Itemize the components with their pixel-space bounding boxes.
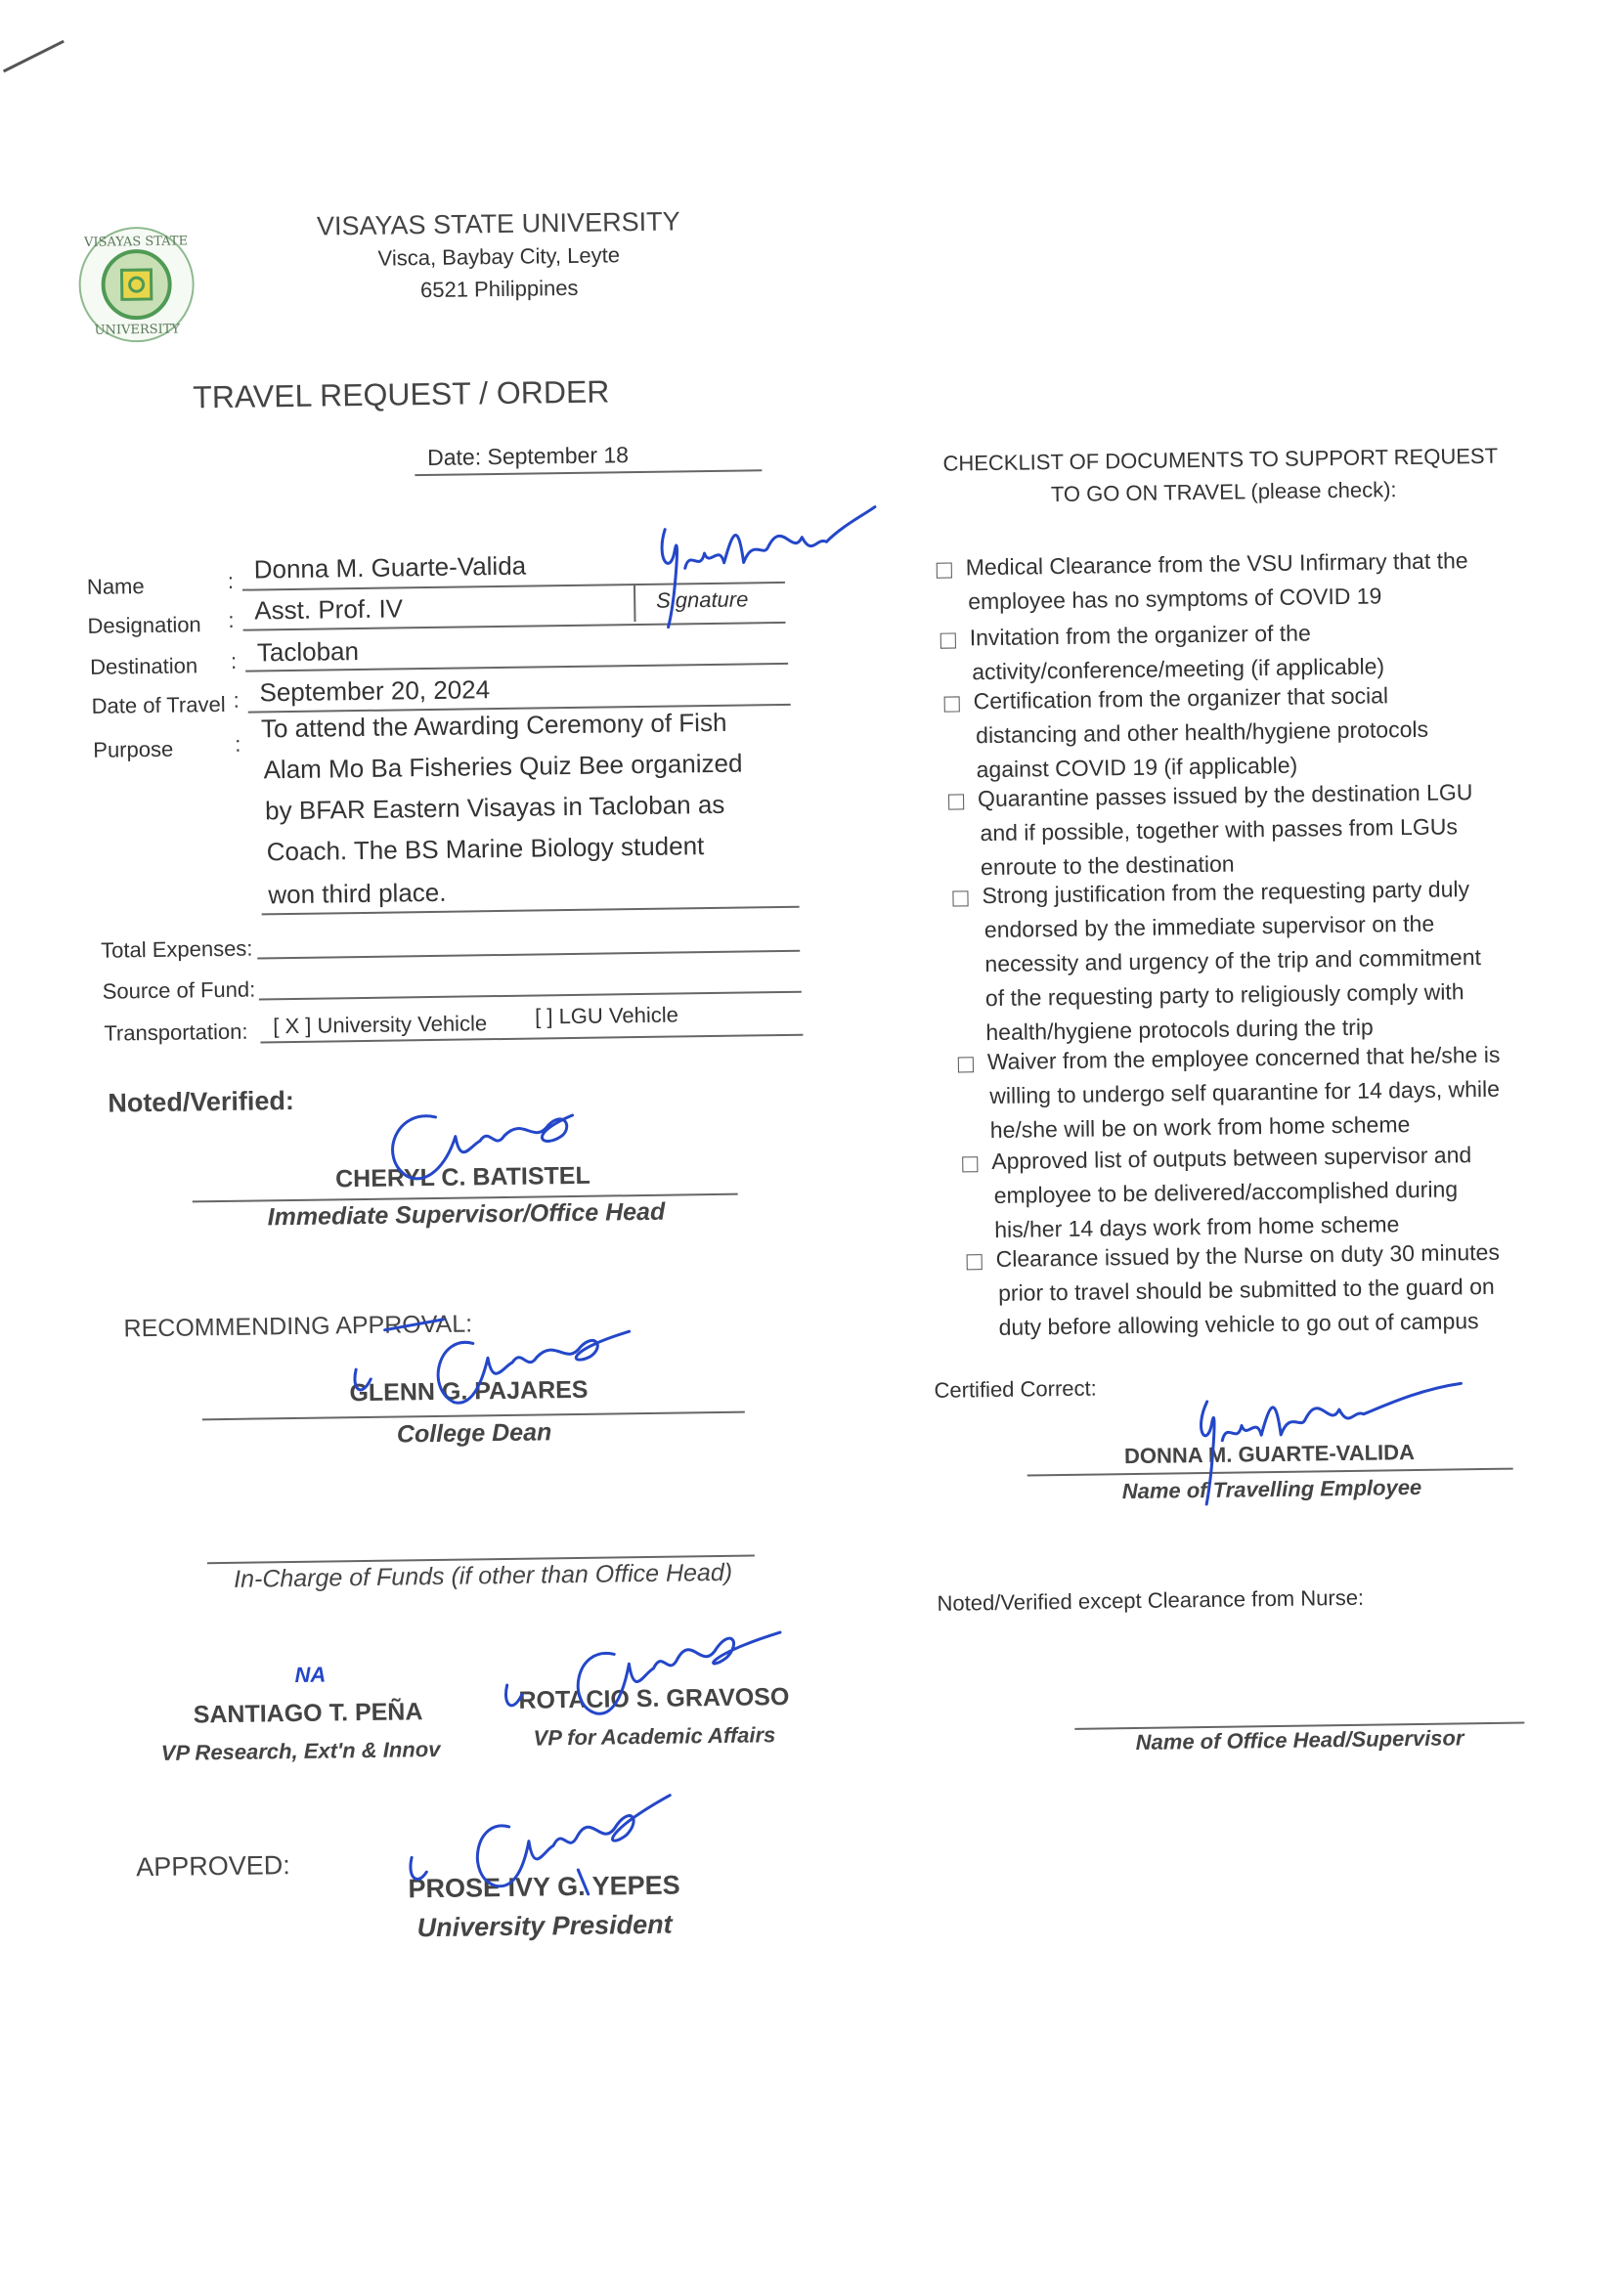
checklist-item-text: Invitation from the organizer of the [969,620,1311,651]
purpose-line: Coach. The BS Marine Biology student [266,831,705,867]
checklist-title-line2: TO GO ON TRAVEL (please check): [1050,477,1397,507]
source-of-fund-field[interactable] [259,991,802,1001]
checklist-item-text: employee to be delivered/accomplished during [993,1176,1459,1208]
name-label: Name [86,574,145,599]
address-line-2: 6521 Philippines [419,275,579,303]
university-name: VISAYAS STATE UNIVERSITY [316,206,680,241]
university-seal-logo [74,223,199,346]
colon: : [230,648,238,673]
dean-signature [345,1307,640,1418]
source-of-fund-label: Source of Fund: [102,976,256,1004]
checklist-item-text: employee has no symptoms of COVID 19 [968,583,1382,615]
checklist-item-text: willing to undergo self quarantine for 14 days, while [989,1075,1501,1109]
checklist-item-text: Strong justification from the requesting party duly [982,876,1470,909]
checklist-item-text: health/hygiene protocols during the trip [985,1014,1374,1046]
date-of-travel-value: September 20, 2024 [259,674,491,708]
svg-text:VISAYAS STATE: VISAYAS STATE [83,234,189,250]
vp-research-title: VP Research, Ext'n & Innov [160,1736,441,1765]
signature-label: Signature [656,586,749,613]
checklist-checkbox[interactable] [962,1156,978,1172]
vp-research-na-mark: NA [294,1662,327,1688]
president-title: University President [416,1909,673,1943]
checklist-item-text: Certification from the organizer that social [973,682,1389,715]
total-expenses-field[interactable] [257,950,800,960]
checklist-item-text: activity/conference/meeting (if applicable) [972,653,1385,685]
checklist-item-text: Clearance issued by the Nurse on duty 30 minutes [995,1238,1501,1272]
checklist-item-text: endorsed by the immediate supervisor on the [983,910,1435,943]
colon: : [227,568,235,593]
checklist-item-text: Waiver from the employee concerned that he/she is [986,1041,1501,1075]
checklist-item-text: against COVID 19 (if applicable) [976,752,1298,783]
checklist-item-text: Approved list of outputs between supervisor and [991,1142,1472,1175]
address-line-1: Visca, Baybay City, Leyte [377,242,621,271]
noted-except-nurse-label: Noted/Verified except Clearance from Nurse: [937,1584,1365,1616]
checklist-item-text: he/she will be on work from home scheme [989,1111,1411,1144]
dean-name: GLENN G. PAJARES [349,1375,589,1408]
checklist-checkbox[interactable] [940,632,956,648]
destination-value: Tacloban [256,636,360,668]
transportation-label: Transportation: [104,1018,248,1046]
date-of-travel-label: Date of Travel [91,691,226,718]
employee-title: Name of Travelling Employee [1121,1474,1422,1504]
total-expenses-label: Total Expenses: [100,935,253,963]
checklist-item-text: enroute to the destination [980,850,1235,881]
purpose-line: To attend the Awarding Ceremony of Fish [260,707,727,744]
purpose-line: by BFAR Eastern Visayas in Tacloban as [264,789,725,826]
funds-title: In-Charge of Funds (if other than Office Head) [233,1558,733,1593]
checklist-item-text: Medical Clearance from the VSU Infirmary that the [965,547,1468,581]
checklist-title-line1: CHECKLIST OF DOCUMENTS TO SUPPORT REQUEST [942,443,1499,476]
transport-university-option[interactable]: [ X ] University Vehicle [273,1011,488,1039]
request-date: Date: September 18 [426,442,630,471]
supervisor-name: CHERYL C. BATISTEL [334,1161,590,1193]
employee-signature [1177,1368,1472,1509]
checklist-item-text: distancing and other health/hygiene protocols [975,715,1429,749]
supervisor-title: Immediate Supervisor/Office Head [267,1197,666,1232]
supervisor-signature [376,1096,583,1187]
checklist-checkbox[interactable] [967,1254,983,1270]
checklist-checkbox[interactable] [944,696,960,712]
employee-name: DONNA M. GUARTE-VALIDA [1123,1440,1416,1469]
office-head-title: Name of Office Head/Supervisor [1135,1725,1464,1755]
checklist-checkbox[interactable] [948,794,964,809]
transport-lgu-option[interactable]: [ ] LGU Vehicle [534,1002,679,1029]
colon: : [233,687,240,713]
colon: : [228,607,235,632]
vp-academic-name: ROTACIO S. GRAVOSO [518,1682,790,1714]
purpose-label: Purpose [93,736,174,762]
vp-academic-signature [497,1603,792,1724]
applicant-signature [645,498,882,637]
purpose-line: Alam Mo Ba Fisheries Quiz Bee organized [263,748,743,785]
approved-label: APPROVED: [136,1850,290,1883]
checklist-item-text: necessity and urgency of the trip and commitment [984,944,1482,977]
checklist-checkbox[interactable] [952,890,968,906]
checklist-item-text: prior to travel should be submitted to the guard on [997,1273,1495,1306]
purpose-line: won third place. [268,877,447,910]
destination-label: Destination [89,653,198,679]
checklist-checkbox[interactable] [958,1057,974,1072]
colon: : [235,731,241,757]
checklist-checkbox[interactable] [937,563,952,579]
certified-correct-label: Certified Correct: [934,1375,1097,1403]
checklist-item-text: of the requesting party to religiously comply with [984,978,1464,1012]
president-signature [401,1775,686,1906]
checklist-item-text: duty before allowing vehicle to go out of campus [998,1308,1479,1340]
checklist-item-text: and if possible, together with passes from LGUs [980,813,1459,846]
form-title: TRAVEL REQUEST / ORDER [193,373,610,415]
checklist-item-text: Quarantine passes issued by the destination LGU [977,779,1473,812]
stray-pen-mark [0,37,68,77]
recommending-approval-label: RECOMMENDING APPROVAL: [123,1310,473,1343]
designation-label: Designation [87,612,201,638]
designation-value: Asst. Prof. IV [254,593,404,626]
name-value: Donna M. Guarte-Valida [253,550,527,585]
president-name: PROSE IVY G. YEPES [408,1870,680,1904]
vp-academic-title: VP for Academic Affairs [533,1722,776,1751]
noted-verified-label: Noted/Verified: [108,1085,295,1118]
svg-text:UNIVERSITY: UNIVERSITY [94,322,181,338]
vp-research-name: SANTIAGO T. PEÑA [193,1698,423,1729]
dean-title: College Dean [396,1418,552,1449]
signature-divider [634,585,636,622]
checklist-item-text: his/her 14 days work from home scheme [994,1211,1400,1242]
